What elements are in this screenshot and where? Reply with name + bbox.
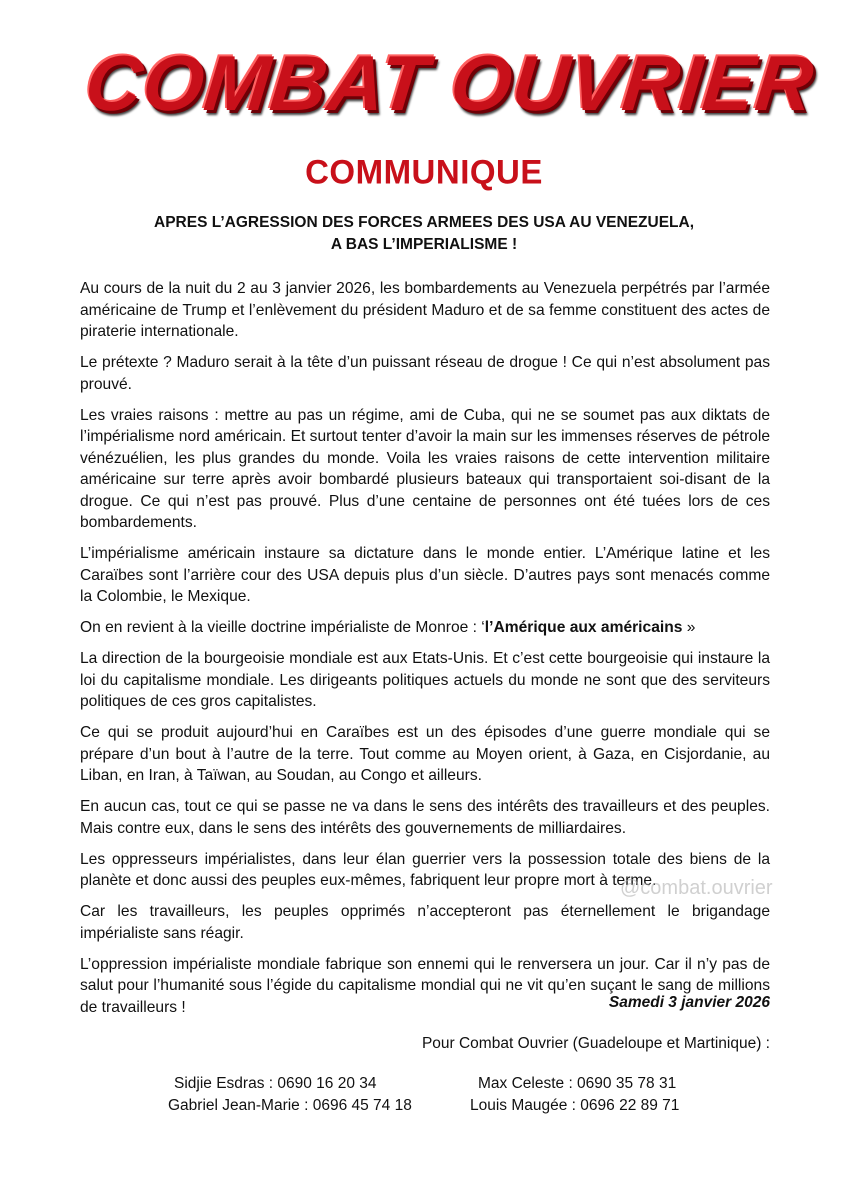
paragraph: L’oppression impérialiste mondiale fabrique son ennemi qui le renversera un jour. Car il n’y pas de salut pour l’humanité sous l’égide du capitalisme mondial qui ne vit qu’en suçant le sang de millions de travailleurs ! — [80, 955, 770, 1016]
contact: Sidjie Esdras : 0690 16 20 34 — [174, 1075, 377, 1092]
monroe-intro: On en revient à la vieille doctrine impérialiste de Monroe : ‘ — [80, 619, 485, 636]
contact: Gabriel Jean-Marie : 0696 45 74 18 — [168, 1096, 412, 1114]
paragraph: Les oppresseurs impérialistes, dans leur élan guerrier vers la possession totale des biens de la planète et donc aussi des peuples eux-mêmes, fabriquent leur propre mort à terme. — [80, 850, 770, 889]
contact: Louis Maugée : 0696 22 89 71 — [470, 1096, 680, 1114]
communique-body — [80, 278, 770, 1028]
paragraph: La direction de la bourgeoisie mondiale est aux Etats-Unis. Et c’est cette bourgeoisie qui instaure la loi du capitalisme mondiale. Les dirigeants politiques actuels du monde ne sont que des serviteurs politiques de ces gros capitalistes. — [80, 650, 770, 710]
paragraph-monroe — [80, 617, 770, 639]
paragraph: Ce qui se produit aujourd’hui en Caraïbes est un des épisodes d’une guerre mondiale qui se prépare d’un bout à l’autre de la terre. Tout comme au Moyen orient, à Gaza, en Cisjordanie, au Liban, en Iran, à Taïwan, au Soudan, au Congo et ailleurs. — [80, 724, 770, 784]
page-title: COMMUNIQUE — [305, 152, 543, 191]
contacts-right — [470, 1073, 679, 1116]
headline-line-1: APRES L’AGRESSION DES FORCES ARMEES DES USA AU VENEZUELA, — [154, 214, 694, 231]
paragraph: En aucun cas, tout ce qui se passe ne va dans le sens des intérêts des travailleurs et des peuples. Mais contre eux, dans le sens des intérêts des gouvernements de milliardaires. — [80, 798, 770, 837]
headline-line-2: A BAS L’IMPERIALISME ! — [330, 236, 518, 253]
paragraph: Car les travailleurs, les peuples opprimés n’accepteront pas éternellement le brigandage impérialiste sans réagir. — [80, 903, 770, 942]
watermark: @combat.ouvrier — [620, 877, 773, 899]
paragraph: Au cours de la nuit du 2 au 3 janvier 2026, les bombardements au Venezuela perpétrés par l’armée américaine de Trump et l’enlèvement du président Maduro et de sa femme constituent des actes de piraterie internationale. — [80, 280, 770, 340]
date: Samedi 3 janvier 2026 — [608, 994, 770, 1011]
contacts-left — [168, 1073, 412, 1116]
paragraph: Le prétexte ? Maduro serait à la tête d’un puissant réseau de drogue ! Ce qui n’est absolument pas prouvé. — [80, 354, 770, 393]
monroe-outro: » — [682, 619, 696, 636]
paragraph: L’impérialisme américain instaure sa dictature dans le monde entier. L’Amérique latine et les Caraïbes sont l’arrière cour des USA depuis plus d’un siècle. D’autres pays sont menacés comme la Colombie, le Mexique. — [80, 545, 770, 605]
masthead-logo: COMBAT OUVRIER — [81, 39, 819, 127]
monroe-quote: l’Amérique aux américains — [484, 619, 683, 636]
paragraph: Les vraies raisons : mettre au pas un régime, ami de Cuba, qui ne se soumet pas aux diktats de l’impérialisme nord américain. Et surtout tenter d’avoir la main sur les immenses réserves de pétrole vénézuélien, les plus grandes du monde. Voila les vraies raisons de cette intervention militaire américaine sur terre après avoir bombardé plusieurs bateaux qui transportaient soi-disant de la drogue. Ce qui n’est pas prouvé. Plus d’une centaine de personnes ont été tuées lors de ces bombardements. — [80, 406, 770, 531]
contact: Max Celeste : 0690 35 78 31 — [478, 1075, 677, 1092]
signoff: Pour Combat Ouvrier (Guadeloupe et Martinique) : — [421, 1035, 770, 1052]
headline — [0, 212, 848, 256]
